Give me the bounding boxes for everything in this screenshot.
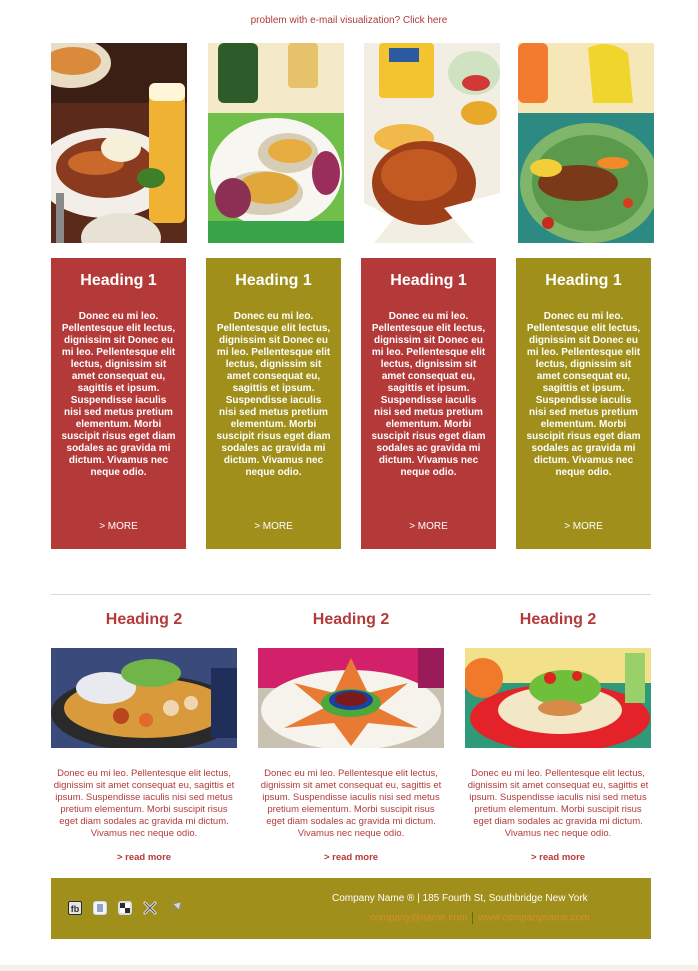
company-address: Company Name ® | 185 Fourth St, Southbridge New York	[332, 893, 588, 904]
food-photo-hotpot	[51, 648, 237, 748]
card-heading: Heading 1	[80, 272, 157, 289]
top-photo-row	[51, 43, 651, 243]
card-more-link[interactable]: > MORE	[99, 521, 138, 532]
share-icon[interactable]	[167, 900, 183, 916]
card-body: Donec eu mi leo. Pellentesque elit lectus, dignissim sit Donec eu mi leo. Pellentesque elit lectus, dignissim sit amet consequat eu, sagittis et ipsum. Suspendisse iaculis nisi sed metus pretium elementum. Morbi suscipit risus eget diam sodales ac gravida mi dictum. Vivamus nec neque odio.	[61, 311, 176, 478]
facebook-icon[interactable]	[67, 900, 83, 916]
card-more-link[interactable]: > MORE	[564, 521, 603, 532]
food-photo-fried-starters	[258, 648, 444, 748]
food-photo-salad-cocktail	[465, 648, 651, 748]
section2-heading: Heading 2	[105, 611, 183, 628]
card-heading: Heading 1	[390, 272, 467, 289]
contact-links	[370, 912, 590, 924]
card-more-link[interactable]: > MORE	[409, 521, 448, 532]
card-body: Donec eu mi leo. Pellentesque elit lectus, dignissim sit Donec eu mi leo. Pellentesque elit lectus, dignissim sit amet consequat eu, sagittis et ipsum. Suspendisse iaculis nisi sed metus pretium elementum. Morbi suscipit risus eget diam sodales ac gravida mi dictum. Vivamus nec neque odio.	[526, 311, 641, 478]
social-icons	[67, 900, 183, 916]
section2-body: Donec eu mi leo. Pellentesque elit lectus, dignissim sit amet consequat eu, sagittis et ipsum. Suspendisse iaculis nisi sed metus pretium elementum. Morbi suscipit risus eget diam sodales ac gravida mi dictum. Vivamus nec neque odio.	[260, 768, 442, 839]
delicious-icon[interactable]	[117, 900, 133, 916]
email-visualization-notice	[0, 15, 698, 26]
section2-heading: Heading 2	[312, 611, 390, 628]
card-body: Donec eu mi leo. Pellentesque elit lectus, dignissim sit Donec eu mi leo. Pellentesque elit lectus, dignissim sit amet consequat eu, sagittis et ipsum. Suspendisse iaculis nisi sed metus pretium elementum. Morbi suscipit risus eget diam sodales ac gravida mi dictum. Vivamus nec neque odio.	[216, 311, 331, 478]
view-online-link[interactable]: problem with e-mail visualization? Click here	[250, 15, 448, 26]
card-heading: Heading 1	[235, 272, 312, 289]
feature-card	[206, 258, 341, 549]
digg-icon[interactable]	[92, 900, 108, 916]
website-link[interactable]: www.companyname.com	[478, 912, 590, 924]
section-divider	[51, 594, 651, 595]
email-link[interactable]: company@name.com	[370, 912, 468, 924]
read-more-link[interactable]: > read more	[323, 852, 379, 863]
stumbleupon-icon[interactable]	[142, 900, 158, 916]
feature-card	[516, 258, 651, 549]
food-photo-oysters	[208, 43, 344, 243]
section2-body: Donec eu mi leo. Pellentesque elit lectus, dignissim sit amet consequat eu, sagittis et ipsum. Suspendisse iaculis nisi sed metus pretium elementum. Morbi suscipit risus eget diam sodales ac gravida mi dictum. Vivamus nec neque odio.	[467, 768, 649, 839]
svg-text:fb: fb	[70, 904, 80, 914]
footer	[51, 878, 651, 939]
food-photo-chicken-fries	[364, 43, 500, 243]
food-photo-sausage-beer	[51, 43, 187, 243]
card-body: Donec eu mi leo. Pellentesque elit lectus, dignissim sit Donec eu mi leo. Pellentesque elit lectus, dignissim sit amet consequat eu, sagittis et ipsum. Suspendisse iaculis nisi sed metus pretium elementum. Morbi suscipit risus eget diam sodales ac gravida mi dictum. Vivamus nec neque odio.	[371, 311, 486, 478]
section2-body: Donec eu mi leo. Pellentesque elit lectus, dignissim sit amet consequat eu, sagittis et ipsum. Suspendisse iaculis nisi sed metus pretium elementum. Morbi suscipit risus eget diam sodales ac gravida mi dictum. Vivamus nec neque odio.	[53, 768, 235, 839]
section2-heading: Heading 2	[519, 611, 597, 628]
contact-separator	[472, 912, 473, 924]
feature-card	[361, 258, 496, 549]
page-bottom-strip	[0, 965, 698, 971]
food-photo-grilled-plate	[518, 43, 654, 243]
card-more-link[interactable]: > MORE	[254, 521, 293, 532]
read-more-link[interactable]: > read more	[530, 852, 586, 863]
feature-cards	[51, 258, 651, 549]
feature-card	[51, 258, 186, 549]
read-more-link[interactable]: > read more	[116, 852, 172, 863]
card-heading: Heading 1	[545, 272, 622, 289]
